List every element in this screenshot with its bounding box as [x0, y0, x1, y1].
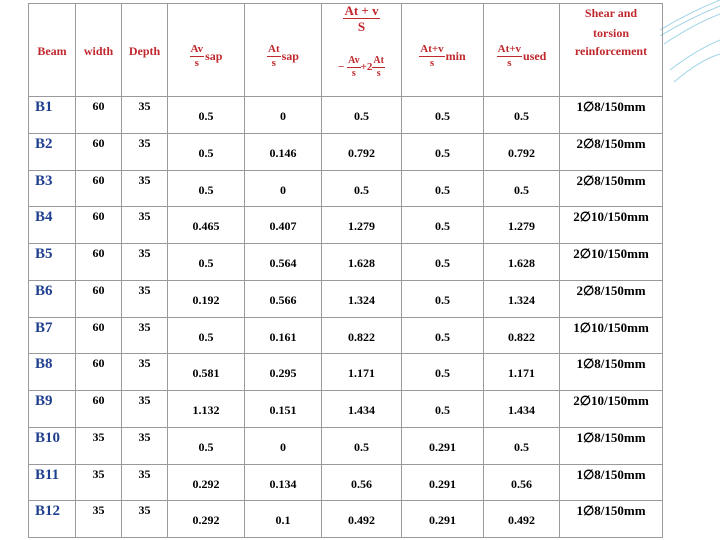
used-cell: 1.434: [484, 391, 560, 428]
beam-cell: B6: [29, 280, 76, 317]
width-cell: 60: [76, 317, 122, 354]
table-row: [29, 97, 663, 134]
av-cell: 0.5: [168, 133, 245, 170]
width-cell: 60: [76, 391, 122, 428]
used-cell: 1.171: [484, 354, 560, 391]
depth-cell: 35: [122, 391, 168, 428]
header-row: [29, 4, 663, 97]
min-cell: 0.5: [402, 97, 484, 134]
combined-cell: 1.324: [322, 280, 402, 317]
min-cell: 0.5: [402, 280, 484, 317]
used-cell: 0.792: [484, 133, 560, 170]
width-cell: 35: [76, 501, 122, 538]
min-cell: 0.5: [402, 354, 484, 391]
used-cell: 0.822: [484, 317, 560, 354]
min-cell: 0.5: [402, 317, 484, 354]
reinforcement-cell: 2∅10/150mm: [560, 391, 663, 428]
depth-cell: 35: [122, 317, 168, 354]
table-row: [29, 207, 663, 244]
av-cell: 0.465: [168, 207, 245, 244]
depth-cell: 35: [122, 464, 168, 501]
min-cell: 0.291: [402, 501, 484, 538]
combined-cell: 0.5: [322, 427, 402, 464]
combined-cell: 0.792: [322, 133, 402, 170]
av-cell: 0.581: [168, 354, 245, 391]
min-cell: 0.5: [402, 391, 484, 428]
header-used: $\frac{At+v}{s}$ used: [484, 4, 560, 97]
av-cell: 0.5: [168, 427, 245, 464]
table-bottom-rule: [28, 537, 662, 538]
width-cell: 60: [76, 354, 122, 391]
reinforcement-cell: 1∅10/150mm: [560, 317, 663, 354]
used-cell: 0.492: [484, 501, 560, 538]
beam-cell: B3: [29, 170, 76, 207]
depth-cell: 35: [122, 133, 168, 170]
at-cell: 0.134: [245, 464, 322, 501]
table-row: [29, 170, 663, 207]
at-cell: 0.566: [245, 280, 322, 317]
header-at-s-sap: $\frac{At}{s}$ sap: [245, 4, 322, 97]
min-cell: 0.5: [402, 207, 484, 244]
combined-cell: 0.492: [322, 501, 402, 538]
table-row: [29, 391, 663, 428]
header-min: $\frac{At+v}{s}$ min: [402, 4, 484, 97]
reinforcement-cell: 2∅8/150mm: [560, 170, 663, 207]
beam-cell: B12: [29, 501, 76, 538]
beam-cell: B11: [29, 464, 76, 501]
depth-cell: 35: [122, 170, 168, 207]
beam-cell: B7: [29, 317, 76, 354]
depth-cell: 35: [122, 280, 168, 317]
av-cell: 0.292: [168, 464, 245, 501]
header-width: width: [76, 4, 122, 97]
beam-cell: B9: [29, 391, 76, 428]
reinforcement-cell: 2∅8/150mm: [560, 133, 663, 170]
at-cell: 0: [245, 427, 322, 464]
reinforcement-cell: 1∅8/150mm: [560, 427, 663, 464]
header-beam: Beam: [29, 4, 76, 97]
used-cell: 0.56: [484, 464, 560, 501]
table-row: [29, 354, 663, 391]
combined-cell: 0.56: [322, 464, 402, 501]
combined-cell: 1.171: [322, 354, 402, 391]
at-cell: 0: [245, 170, 322, 207]
combined-cell: 0.822: [322, 317, 402, 354]
min-cell: 0.5: [402, 133, 484, 170]
beam-cell: B1: [29, 97, 76, 134]
reinforcement-cell: 1∅8/150mm: [560, 97, 663, 134]
min-cell: 0.5: [402, 244, 484, 281]
at-cell: 0.1: [245, 501, 322, 538]
beam-cell: B8: [29, 354, 76, 391]
used-cell: 1.279: [484, 207, 560, 244]
av-cell: 0.292: [168, 501, 245, 538]
table-row: [29, 464, 663, 501]
at-cell: 0.146: [245, 133, 322, 170]
depth-cell: 35: [122, 427, 168, 464]
reinforcement-cell: 1∅8/150mm: [560, 501, 663, 538]
av-cell: 0.5: [168, 170, 245, 207]
at-cell: 0: [245, 97, 322, 134]
width-cell: 60: [76, 244, 122, 281]
depth-cell: 35: [122, 207, 168, 244]
used-cell: 0.5: [484, 427, 560, 464]
min-cell: 0.5: [402, 170, 484, 207]
combined-cell: 0.5: [322, 170, 402, 207]
av-cell: 1.132: [168, 391, 245, 428]
beam-reinforcement-table: [28, 3, 663, 538]
combined-cell: 1.279: [322, 207, 402, 244]
combined-cell: 1.434: [322, 391, 402, 428]
av-cell: 0.192: [168, 280, 245, 317]
at-cell: 0.151: [245, 391, 322, 428]
header-shear-torsion-reinforcement: Shear and torsion reinforcement: [560, 4, 663, 97]
table-row: [29, 427, 663, 464]
combined-cell: 1.628: [322, 244, 402, 281]
depth-cell: 35: [122, 244, 168, 281]
reinforcement-cell: 2∅10/150mm: [560, 207, 663, 244]
width-cell: 60: [76, 97, 122, 134]
av-cell: 0.5: [168, 317, 245, 354]
used-cell: 1.324: [484, 280, 560, 317]
decorative-corner-lines: [660, 0, 720, 110]
width-cell: 60: [76, 170, 122, 207]
used-cell: 0.5: [484, 97, 560, 134]
min-cell: 0.291: [402, 464, 484, 501]
header-combined: $\frac{At + v}{S}$ − $\frac{Av}{s}$ +2 $\frac{At}{s}$: [322, 4, 402, 97]
depth-cell: 35: [122, 501, 168, 538]
reinforcement-cell: 1∅8/150mm: [560, 354, 663, 391]
min-cell: 0.291: [402, 427, 484, 464]
table-row: [29, 317, 663, 354]
beam-cell: B2: [29, 133, 76, 170]
depth-cell: 35: [122, 354, 168, 391]
table-row: [29, 501, 663, 538]
header-depth: Depth: [122, 4, 168, 97]
beam-cell: B10: [29, 427, 76, 464]
table-row: [29, 133, 663, 170]
at-cell: 0.295: [245, 354, 322, 391]
av-cell: 0.5: [168, 244, 245, 281]
at-cell: 0.564: [245, 244, 322, 281]
width-cell: 35: [76, 427, 122, 464]
beam-cell: B4: [29, 207, 76, 244]
used-cell: 1.628: [484, 244, 560, 281]
at-cell: 0.407: [245, 207, 322, 244]
at-cell: 0.161: [245, 317, 322, 354]
width-cell: 35: [76, 464, 122, 501]
combined-cell: 0.5: [322, 97, 402, 134]
width-cell: 60: [76, 207, 122, 244]
reinforcement-cell: 1∅8/150mm: [560, 464, 663, 501]
beam-cell: B5: [29, 244, 76, 281]
header-av-s-sap: $\frac{Av}{s}$ sap: [168, 4, 245, 97]
width-cell: 60: [76, 280, 122, 317]
width-cell: 60: [76, 133, 122, 170]
table-row: [29, 244, 663, 281]
av-cell: 0.5: [168, 97, 245, 134]
table-row: [29, 280, 663, 317]
reinforcement-cell: 2∅8/150mm: [560, 280, 663, 317]
reinforcement-cell: 2∅10/150mm: [560, 244, 663, 281]
depth-cell: 35: [122, 97, 168, 134]
used-cell: 0.5: [484, 170, 560, 207]
